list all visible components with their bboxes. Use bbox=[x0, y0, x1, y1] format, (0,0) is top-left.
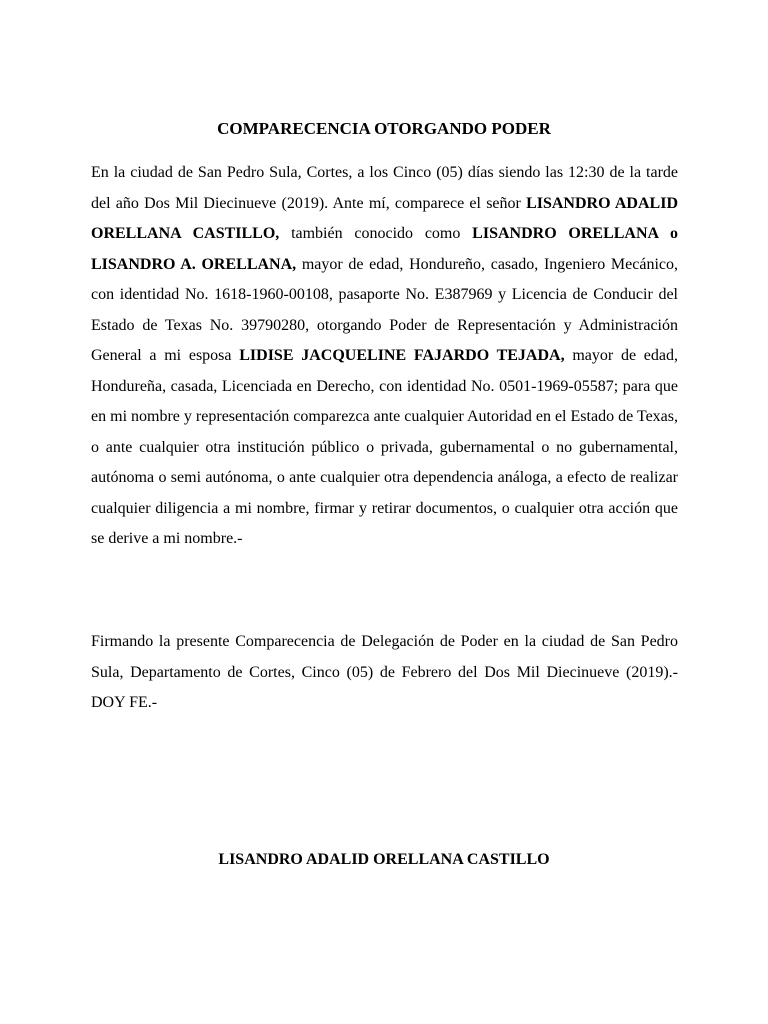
paragraph-1-text-1: En la ciudad de San Pedro Sula, Cortes, a los Cinco (05) días siendo las 12:30 de la tarde del año Dos Mil Diecinueve (2019). Ante mí, comparece el señor bbox=[91, 164, 678, 212]
body-paragraph-1 bbox=[91, 158, 678, 555]
grantor-alias: LISANDRO ORELLANA o LISANDRO A. ORELLANA, bbox=[91, 225, 679, 273]
document-title: COMPARECENCIA OTORGANDO PODER bbox=[217, 119, 551, 138]
body-paragraph-2: Firmando la presente Comparecencia de Delegación de Poder en la ciudad de San Pedro Sula, Departamento de Cortes, Cinco (05) de Febrero del Dos Mil Diecinueve (2019).- DOY FE.- bbox=[91, 633, 678, 711]
grantor-name: LISANDRO ADALID ORELLANA CASTILLO, bbox=[91, 194, 678, 242]
signature-name: LISANDRO ADALID ORELLANA CASTILLO bbox=[218, 851, 550, 868]
paragraph-1-text-4: mayor de edad, Hondureña, casada, Licenciada en Derecho, con identidad No. 0501-1969-05587; para que en mi nombre y representación comparezca ante cualquier Autoridad en el Estado de Texas, o ante cualquier otra institución público o privada, gubernamental o no gubernamental, autónoma o semi autónoma, o ante cualquier otra dependencia análoga, a efecto de realizar cualquier diligencia a mi nombre, firmar y retirar documentos, o cualquier otra acción que se derive a mi nombre.- bbox=[91, 347, 679, 547]
attorney-name: LIDISE JACQUELINE FAJARDO TEJADA, bbox=[239, 347, 565, 364]
paragraph-1-text-3: mayor de edad, Hondureño, casado, Ingeniero Mecánico, con identidad No. 1618-1960-00108, pasaporte No. E387969 y Licencia de Conducir del Estado de Texas No. 39790280, otorgando Poder de Representación y Administración General a mi esposa bbox=[91, 255, 679, 364]
paragraph-1-text-2: también conocido como bbox=[279, 225, 473, 242]
